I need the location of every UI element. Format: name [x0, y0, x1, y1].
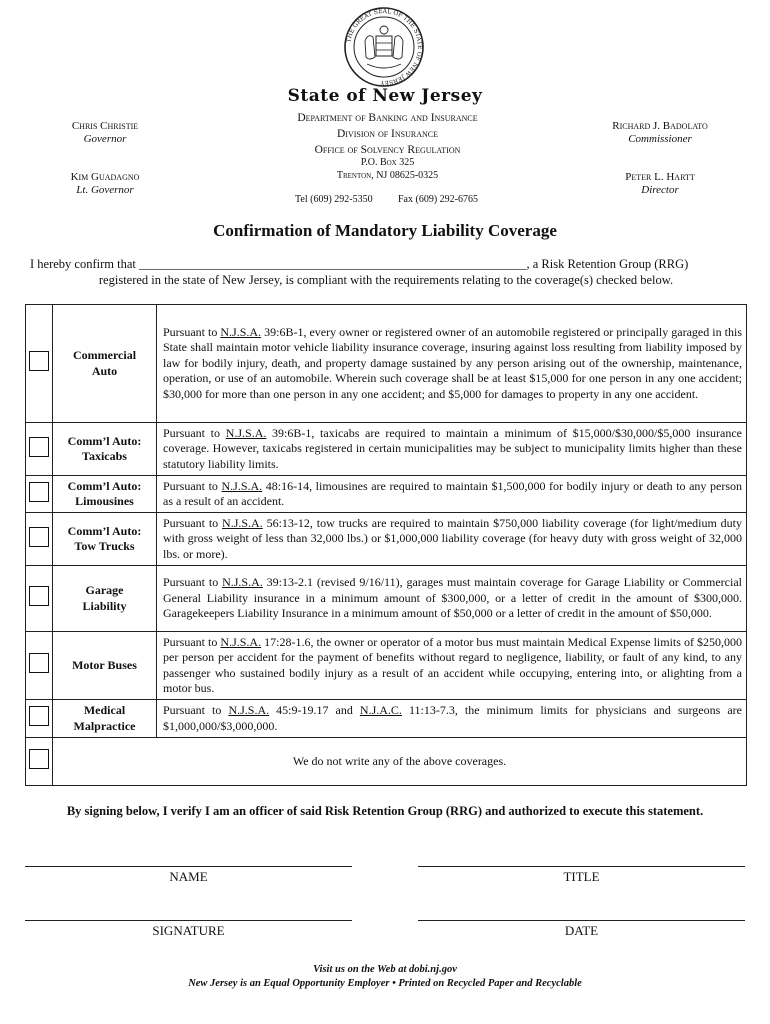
- coverage-category: Comm’l Auto: Taxicabs: [53, 423, 157, 476]
- director-name: Peter L. Hartt: [625, 171, 695, 183]
- coverage-requirement: Pursuant to N.J.S.A. 48:16-14, limousines are required to maintain $1,500,000 for bodily injury or death to any person as a result of an accident.: [157, 476, 747, 513]
- commissioner-title: Commissioner: [628, 133, 692, 145]
- commissioner-block: [590, 120, 730, 146]
- coverage-requirement: Pursuant to N.J.S.A. 56:13-12, tow trucks are required to maintain $750,000 liability coverage (for light/medium duty with gross weight of less than 32,000 lbs.) or $1,000,000 liability coverage (for heavy duty with gross weight of 32,000 lbs. or more).: [157, 513, 747, 566]
- confirmation-statement: [30, 256, 742, 288]
- telephone: Tel (609) 292-5350: [295, 194, 373, 205]
- coverage-row: [26, 476, 747, 513]
- title-label: TITLE: [563, 869, 600, 884]
- coverage-row: [26, 632, 747, 700]
- coverage-category: Garage Liability: [53, 566, 157, 632]
- governor-title: Governor: [83, 133, 127, 145]
- title-line[interactable]: [418, 866, 745, 867]
- footer-eeo: New Jersey is an Equal Opportunity Employer • Printed on Recycled Paper and Recyclable: [188, 978, 582, 989]
- tow-trucks-checkbox[interactable]: [29, 527, 49, 547]
- fax: Fax (609) 292-6765: [398, 194, 478, 205]
- state-seal-logo: [343, 6, 425, 88]
- verify-statement: By signing below, I verify I am an officer of said Risk Retention Group (RRG) and authorized to execute this statement.: [66, 804, 704, 818]
- medical-malpractice-checkbox[interactable]: [29, 706, 49, 726]
- division-name: Division of Insurance: [336, 128, 438, 140]
- motor-buses-checkbox[interactable]: [29, 653, 49, 673]
- signature-line[interactable]: [25, 920, 352, 921]
- state-title: State of New Jersey: [287, 86, 483, 106]
- rrg-name-blank[interactable]: ______________________________________________________________: [138, 257, 527, 271]
- date-line[interactable]: [418, 920, 745, 921]
- no-coverage-label: We do not write any of the above coverages.: [53, 738, 747, 786]
- commercial-auto-checkbox[interactable]: [29, 351, 49, 371]
- coverage-row: [26, 305, 747, 423]
- office-name: Office of Solvency Regulation: [314, 144, 461, 156]
- lt-governor-title: Lt. Governor: [76, 184, 134, 196]
- svg-text:THE GREAT SEAL OF THE STATE OF: THE GREAT SEAL OF THE STATE OF NEW JERSEY: [345, 7, 424, 87]
- commissioner-name: Richard J. Badolato: [612, 120, 708, 132]
- confirm-prefix: I hereby confirm that: [30, 257, 136, 271]
- coverage-requirement: Pursuant to N.J.S.A. 39:6B-1, taxicabs are required to maintain a minimum of $15,000/$30,000/$5,000 insurance coverage. However, taxicabs registered in certain municipalities may be subject to municipality limits higher than these statutory liability limits.: [157, 423, 747, 476]
- footer-web: Visit us on the Web at dobi.nj.gov: [313, 964, 457, 975]
- coverage-row: [26, 700, 747, 738]
- address-block: [235, 156, 540, 182]
- coverage-requirement: Pursuant to N.J.S.A. 45:9-19.17 and N.J.A.C. 11:13-7.3, the minimum limits for physicians and surgeons are $1,000,000/$3,000,000.: [157, 700, 747, 738]
- governor-name: Chris Christie: [71, 120, 139, 132]
- coverage-category: Medical Malpractice: [53, 700, 157, 738]
- coverage-row: [26, 423, 747, 476]
- document-title: Confirmation of Mandatory Liability Coverage: [213, 221, 557, 240]
- coverage-category: Motor Buses: [53, 632, 157, 700]
- garage-liability-checkbox[interactable]: [29, 586, 49, 606]
- coverage-category: Commercial Auto: [53, 305, 157, 423]
- coverage-category: Comm’l Auto: Tow Trucks: [53, 513, 157, 566]
- confirm-suffix: , a Risk Retention Group (RRG): [526, 257, 689, 271]
- city-zip: Trenton, NJ 08625-0325: [336, 170, 439, 181]
- no-coverage-checkbox[interactable]: [29, 749, 49, 769]
- taxicabs-checkbox[interactable]: [29, 437, 49, 457]
- coverage-requirement: Pursuant to N.J.S.A. 17:28-1.6, the owner or operator of a motor bus must maintain Medical Expense limits of $250,000 per person per accident for the payment of benefits without regard to negligence, liability, or fault of any kind, to any passenger who sustained bodily injury as a result of an accident while occupying, entering into, or alighting from a motor bus.: [157, 632, 747, 700]
- coverage-table: [25, 304, 747, 786]
- po-box: P.O. Box 325: [360, 157, 415, 168]
- coverage-category: Comm’l Auto: Limousines: [53, 476, 157, 513]
- signature-label: SIGNATURE: [152, 923, 225, 938]
- director-block: [590, 171, 730, 197]
- confirm-line2: registered in the state of New Jersey, is compliant with the requirements relating to the coverage(s) checked below.: [98, 273, 674, 287]
- governor-block: [40, 120, 170, 146]
- department-name: Department of Banking and Insurance: [297, 112, 478, 124]
- name-line[interactable]: [25, 866, 352, 867]
- coverage-row: [26, 738, 747, 786]
- name-label: NAME: [169, 869, 208, 884]
- date-label: DATE: [564, 923, 599, 938]
- coverage-requirement: Pursuant to N.J.S.A. 39:13-2.1 (revised 9/16/11), garages must maintain coverage for Garage Liability or Commercial General Liability insurance in a minimum amount of $300,000, or a letter of credit in the amount of $300,000. Garagekeepers Liability Insurance in a minimum amount of $50,000 or a letter of credit in the amount of $50,000.: [157, 566, 747, 632]
- coverage-row: [26, 566, 747, 632]
- department-block: [235, 110, 540, 158]
- lt-governor-block: [40, 171, 170, 197]
- coverage-requirement: Pursuant to N.J.S.A. 39:6B-1, every owner or registered owner of an automobile registered or principally garaged in this State shall maintain motor vehicle liability insurance coverage, insuring against loss resulting from liability imposed by law for bodily injury, death, and property damage sustained by any person arising out of the ownership, maintenance, operation, or use of an automobile. Wherein such coverage shall be at least $15,000 for one person in any one accident; $30,000 for more than one person in any one accident; and $5,000 for damages to property in any one accident.: [157, 305, 747, 423]
- lt-governor-name: Kim Guadagno: [70, 171, 140, 183]
- director-title: Director: [641, 184, 679, 196]
- limousines-checkbox[interactable]: [29, 482, 49, 502]
- coverage-row: [26, 513, 747, 566]
